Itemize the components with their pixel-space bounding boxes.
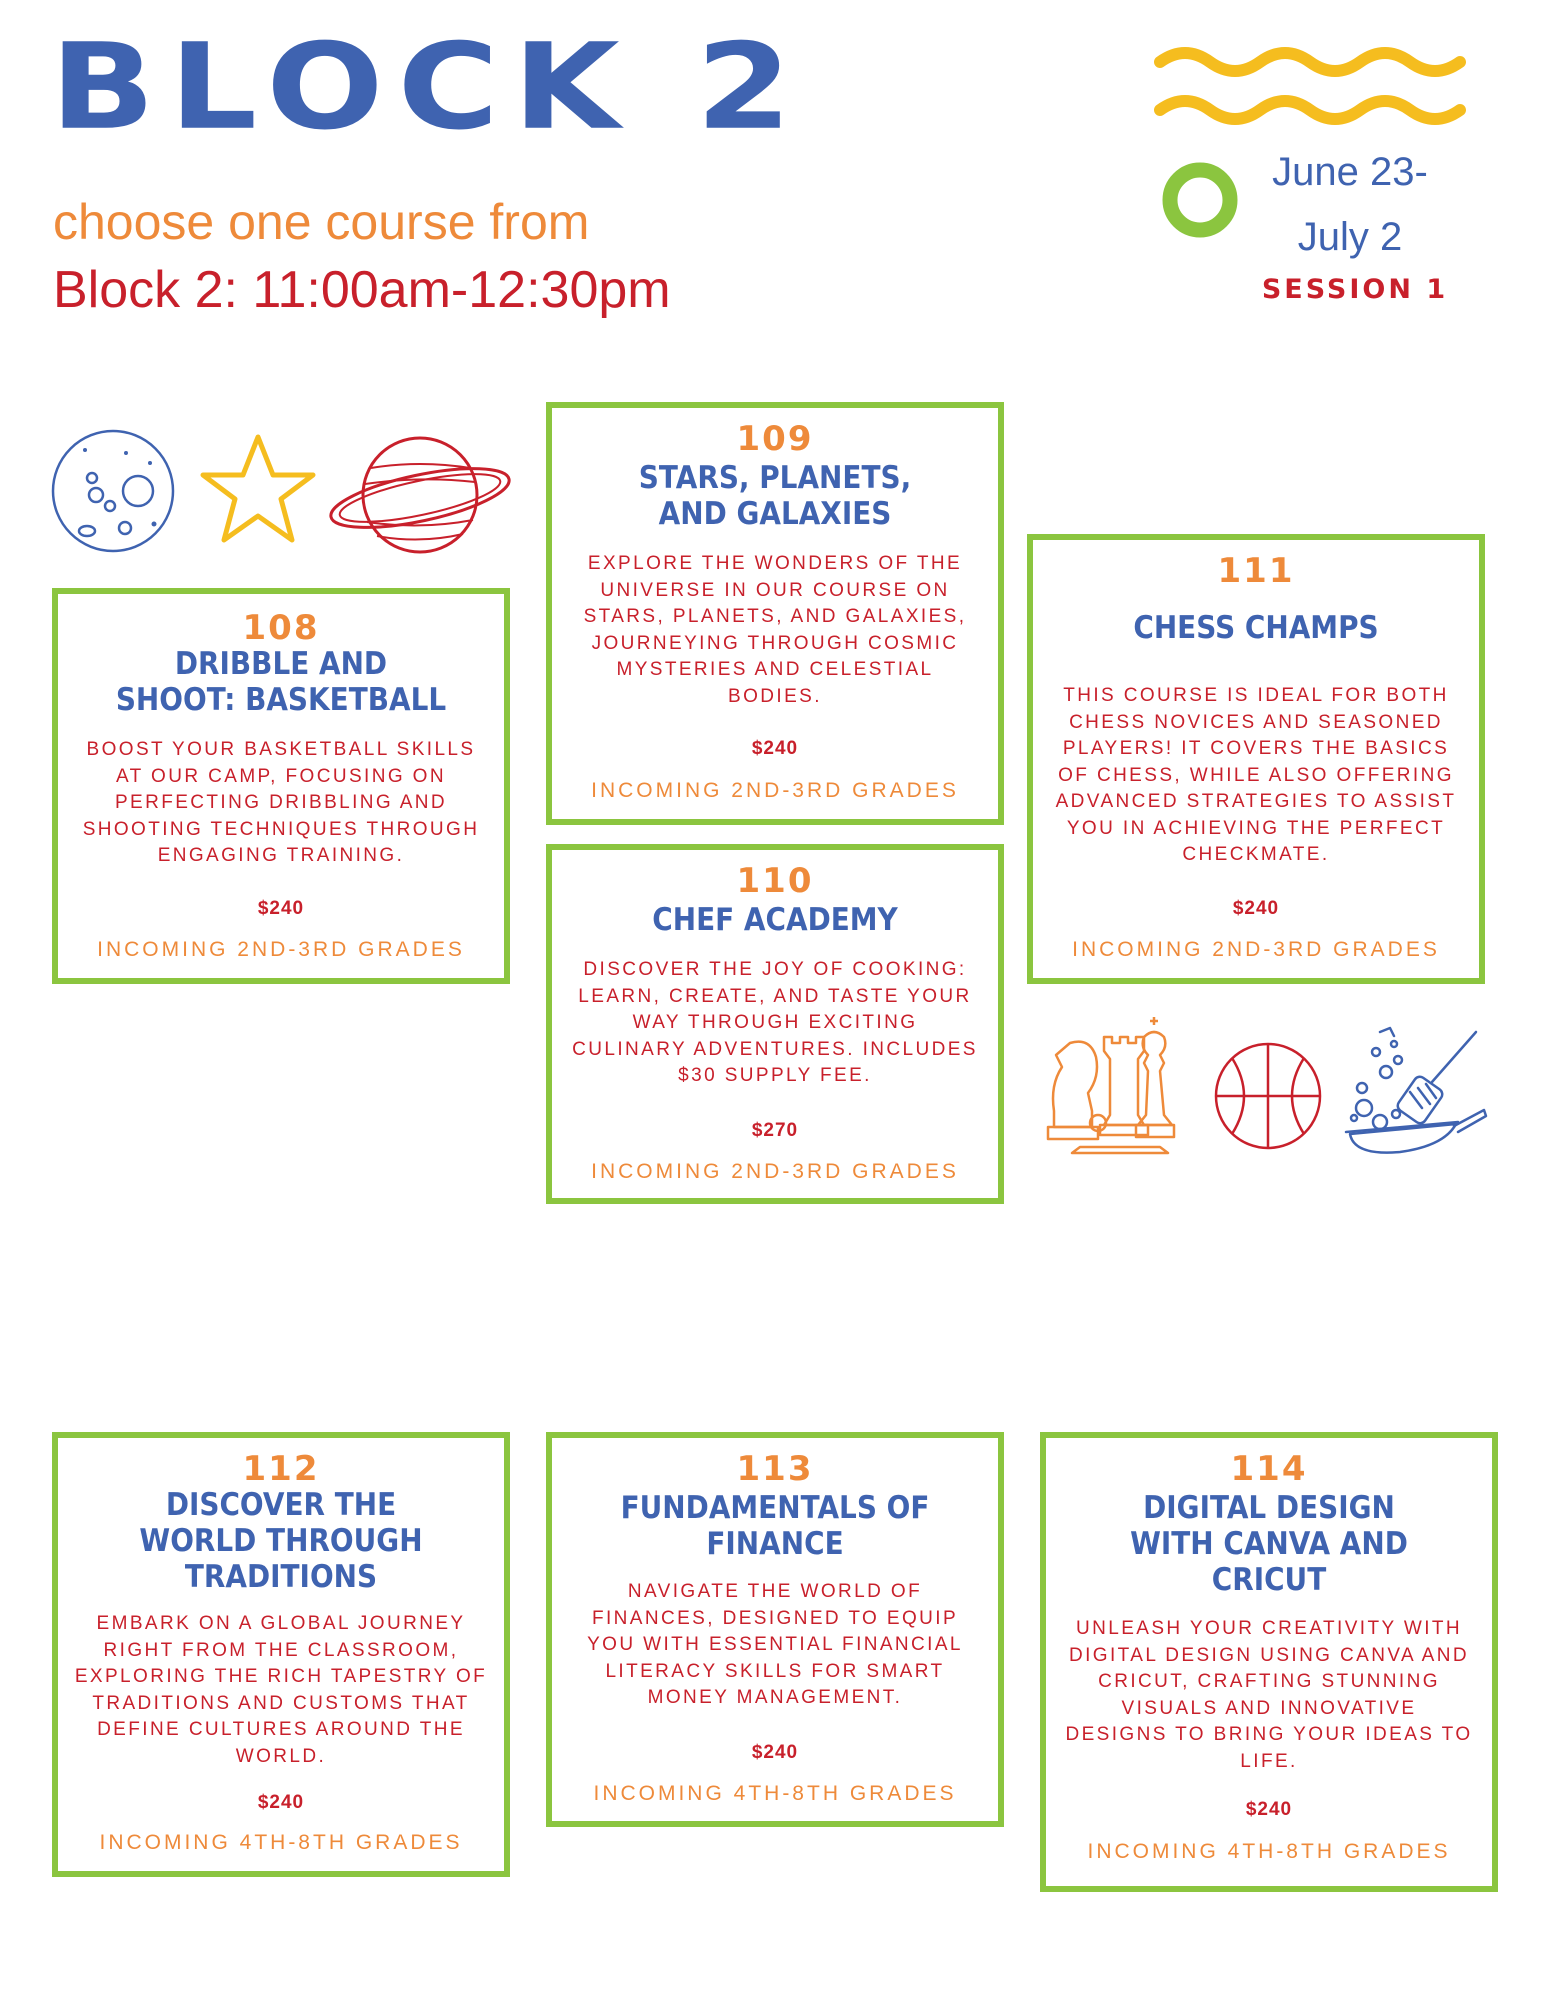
description-line: STARS, PLANETS, AND GALAXIES, [583, 606, 967, 627]
course-number: 110 [736, 861, 814, 901]
course-number: 111 [1217, 551, 1295, 591]
course-number: 114 [1230, 1449, 1308, 1489]
course-title [88, 646, 475, 718]
description-line: MYSTERIES AND CELESTIAL [616, 659, 934, 680]
course-grades: INCOMING 4TH-8TH GRADES [593, 1782, 957, 1805]
session-dates [1255, 140, 1445, 270]
course-price: $240 [257, 898, 305, 919]
course-description [564, 551, 986, 710]
course-number: 108 [242, 608, 320, 648]
description-line: CRICUT, CRAFTING STUNNING [1098, 1671, 1440, 1692]
course-title-line: AND GALAXIES [658, 496, 892, 532]
course-card-109[interactable] [546, 402, 1004, 825]
course-grades: INCOMING 4TH-8TH GRADES [1087, 1840, 1451, 1863]
course-price: $270 [751, 1120, 799, 1141]
description-line: YOU IN ACHIEVING THE PERFECT [1066, 817, 1446, 839]
course-price: $240 [257, 1792, 305, 1813]
course-price: $240 [1232, 898, 1280, 919]
description-line: THIS COURSE IS IDEAL FOR BOTH [1063, 685, 1449, 706]
block-time: Block 2: 11:00am-12:30pm [53, 261, 671, 319]
course-title-line: TRADITIONS [184, 1559, 378, 1595]
course-title-line: STARS, PLANETS, [638, 460, 912, 496]
course-grades: INCOMING 2ND-3RD GRADES [591, 779, 959, 802]
star-icon [196, 432, 320, 550]
description-line: WORLD. [235, 1745, 327, 1767]
course-card-114[interactable] [1040, 1432, 1498, 1892]
description-line: BOOST YOUR BASKETBALL SKILLS [86, 739, 476, 760]
course-title-line: FINANCE [706, 1526, 844, 1562]
description-line: DIGITAL DESIGN USING CANVA AND [1069, 1644, 1469, 1666]
description-line: TRADITIONS AND CUSTOMS THAT [92, 1692, 470, 1714]
page-title: BLOCK 2 [50, 17, 806, 157]
description-line: ENGAGING TRAINING. [157, 845, 405, 866]
subtitle: choose one course from [53, 194, 590, 250]
chess-pieces-icon [1040, 1015, 1185, 1155]
basketball-icon [1212, 1040, 1324, 1152]
description-line: DESIGNS TO BRING YOUR IDEAS TO [1065, 1724, 1473, 1745]
wave-decoration [1150, 40, 1480, 140]
description-line: LIFE. [1240, 1750, 1298, 1772]
course-description [1045, 683, 1467, 869]
description-line: PLAYERS! IT COVERS THE BASICS [1062, 738, 1450, 759]
course-number: 113 [736, 1449, 814, 1489]
course-title-line: SHOOT: BASKETBALL [115, 682, 447, 718]
course-title-line: DRIBBLE AND [174, 646, 388, 682]
circle-decoration [1160, 160, 1240, 240]
description-line: OF CHESS, WHILE ALSO OFFERING [1058, 764, 1454, 786]
course-number: 109 [736, 419, 814, 459]
course-grades: INCOMING 2ND-3RD GRADES [97, 938, 465, 961]
course-title: CHESS CHAMPS [1133, 610, 1379, 646]
course-grades: INCOMING 2ND-3RD GRADES [591, 1160, 959, 1183]
course-card-110[interactable] [546, 844, 1004, 1204]
description-line: JOURNEYING THROUGH COSMIC [591, 632, 959, 654]
description-line: FINANCES, DESIGNED TO EQUIP [591, 1607, 959, 1629]
course-title-line: FUNDAMENTALS OF [620, 1490, 930, 1526]
description-line: UNLEASH YOUR CREATIVITY WITH [1075, 1618, 1463, 1639]
description-line: CHECKMATE. [1182, 844, 1330, 865]
course-grades: INCOMING 4TH-8TH GRADES [99, 1831, 463, 1854]
dates-line-2: July 2 [1297, 215, 1403, 259]
course-card-113[interactable] [546, 1432, 1004, 1827]
description-line: EXPLORE THE WONDERS OF THE [587, 553, 963, 574]
course-title-line: CRICUT [1211, 1562, 1327, 1598]
description-line: VISUALS AND INNOVATIVE [1121, 1697, 1417, 1719]
course-title [88, 1487, 475, 1595]
description-line: AT OUR CAMP, FOCUSING ON [116, 765, 446, 787]
course-description [564, 1579, 986, 1712]
session-label: SESSION 1 [1261, 274, 1449, 305]
course-description [564, 957, 986, 1090]
course-description [70, 1611, 492, 1770]
course-title [582, 1490, 969, 1562]
description-line: CHESS NOVICES AND SEASONED [1069, 711, 1443, 733]
description-line: NAVIGATE THE WORLD OF [627, 1581, 923, 1602]
moon-icon [50, 428, 180, 558]
course-title: CHEF ACADEMY [652, 902, 898, 938]
description-line: $30 SUPPLY FEE. [678, 1065, 872, 1086]
course-price: $240 [751, 1742, 799, 1763]
course-card-112[interactable] [52, 1432, 510, 1877]
description-line: PERFECTING DRIBBLING AND [114, 792, 448, 813]
description-line: LEARN, CREATE, AND TASTE YOUR [578, 985, 972, 1007]
course-grades: INCOMING 2ND-3RD GRADES [1072, 938, 1440, 961]
course-title-line: WITH CANVA AND [1130, 1526, 1408, 1562]
course-title [582, 460, 969, 532]
description-line: LITERACY SKILLS FOR SMART [605, 1660, 945, 1682]
description-line: DEFINE CULTURES AROUND THE [97, 1719, 465, 1740]
description-line: RIGHT FROM THE CLASSROOM, [103, 1639, 459, 1661]
description-line: BODIES. [728, 685, 822, 707]
description-line: MONEY MANAGEMENT. [647, 1687, 903, 1708]
description-line: UNIVERSE IN OUR COURSE ON [600, 579, 950, 601]
description-line: WAY THROUGH EXCITING [632, 1012, 918, 1033]
course-description [70, 737, 492, 870]
dates-line-1: June 23- [1272, 150, 1428, 194]
course-card-111[interactable] [1027, 534, 1485, 984]
cooking-pan-icon [1340, 1022, 1490, 1167]
description-line: CULINARY ADVENTURES. INCLUDES [572, 1038, 978, 1060]
description-line: EMBARK ON A GLOBAL JOURNEY [96, 1613, 466, 1634]
course-title-line: DISCOVER THE [165, 1487, 397, 1523]
description-line: EXPLORING THE RICH TAPESTRY OF [74, 1666, 488, 1687]
description-line: YOU WITH ESSENTIAL FINANCIAL [587, 1634, 963, 1655]
description-line: DISCOVER THE JOY OF COOKING: [583, 959, 967, 980]
course-title [1076, 1490, 1463, 1598]
description-line: SHOOTING TECHNIQUES THROUGH [82, 818, 480, 840]
course-number: 112 [242, 1449, 320, 1489]
description-line: ADVANCED STRATEGIES TO ASSIST [1055, 791, 1457, 812]
course-title-line: WORLD THROUGH [139, 1523, 423, 1559]
course-title-line: DIGITAL DESIGN [1143, 1490, 1395, 1526]
course-price: $240 [751, 738, 799, 759]
course-price: $240 [1245, 1799, 1293, 1820]
planet-icon [325, 430, 515, 560]
course-card-108[interactable] [52, 588, 510, 984]
course-description [1058, 1616, 1480, 1775]
